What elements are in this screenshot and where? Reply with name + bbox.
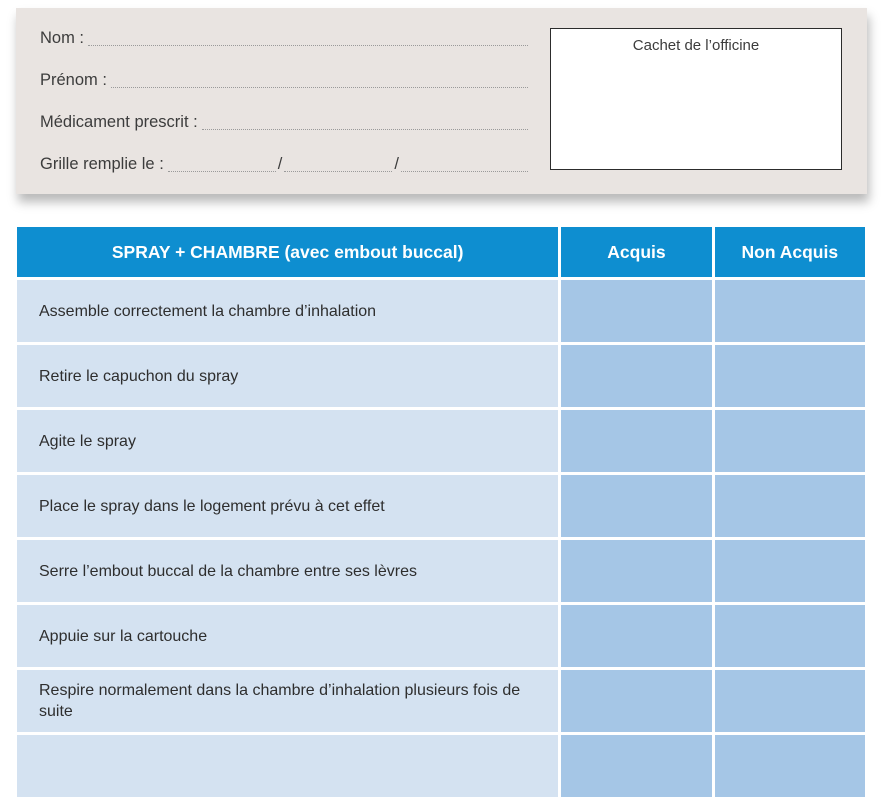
non-acquis-cell[interactable] bbox=[715, 410, 865, 472]
nom-dotted-line[interactable] bbox=[88, 45, 528, 46]
patient-info-card bbox=[16, 8, 867, 194]
table-row bbox=[17, 280, 865, 342]
date-month-line[interactable] bbox=[284, 171, 392, 172]
table-row bbox=[17, 540, 865, 602]
header-non-acquis: Non Acquis bbox=[715, 227, 865, 277]
acquis-cell[interactable] bbox=[561, 735, 711, 797]
table-row bbox=[17, 410, 865, 472]
step-label: Serre l’embout buccal de la chambre entre ses lèvres bbox=[17, 540, 558, 602]
non-acquis-cell[interactable] bbox=[715, 475, 865, 537]
step-label: Respire normalement dans la chambre d’inhalation plusieurs fois de suite bbox=[17, 670, 558, 732]
medicament-label: Médicament prescrit : bbox=[40, 113, 198, 131]
table-row bbox=[17, 345, 865, 407]
nom-field[interactable] bbox=[40, 28, 528, 50]
non-acquis-cell[interactable] bbox=[715, 540, 865, 602]
step-label: Retire le capuchon du spray bbox=[17, 345, 558, 407]
date-separator-1: / bbox=[277, 155, 283, 173]
prenom-label: Prénom : bbox=[40, 71, 107, 89]
header-acquis: Acquis bbox=[561, 227, 711, 277]
table-row bbox=[17, 735, 865, 797]
acquis-cell[interactable] bbox=[561, 345, 711, 407]
step-label: Appuie sur la cartouche bbox=[17, 605, 558, 667]
evaluation-grid bbox=[14, 224, 868, 800]
non-acquis-cell[interactable] bbox=[715, 735, 865, 797]
table-row bbox=[17, 670, 865, 732]
acquis-cell[interactable] bbox=[561, 410, 711, 472]
step-label: Agite le spray bbox=[17, 410, 558, 472]
non-acquis-cell[interactable] bbox=[715, 280, 865, 342]
acquis-cell[interactable] bbox=[561, 670, 711, 732]
date-label: Grille remplie le : bbox=[40, 155, 164, 173]
step-label: Assemble correctement la chambre d’inhalation bbox=[17, 280, 558, 342]
medicament-dotted-line[interactable] bbox=[202, 129, 528, 130]
table-row bbox=[17, 475, 865, 537]
acquis-cell[interactable] bbox=[561, 540, 711, 602]
non-acquis-cell[interactable] bbox=[715, 605, 865, 667]
pharmacy-stamp-box[interactable] bbox=[550, 28, 842, 170]
date-day-line[interactable] bbox=[168, 171, 276, 172]
acquis-cell[interactable] bbox=[561, 280, 711, 342]
medicament-field[interactable] bbox=[40, 112, 528, 134]
prenom-field[interactable] bbox=[40, 70, 528, 92]
acquis-cell[interactable] bbox=[561, 475, 711, 537]
step-label: Place le spray dans le logement prévu à cet effet bbox=[17, 475, 558, 537]
prenom-dotted-line[interactable] bbox=[111, 87, 528, 88]
date-field[interactable] bbox=[40, 154, 528, 176]
stamp-label: Cachet de l’officine bbox=[632, 37, 760, 54]
non-acquis-cell[interactable] bbox=[715, 670, 865, 732]
header-row bbox=[17, 227, 865, 277]
nom-label: Nom : bbox=[40, 29, 85, 47]
non-acquis-cell[interactable] bbox=[715, 345, 865, 407]
table-row bbox=[17, 605, 865, 667]
step-label-partial bbox=[17, 735, 558, 797]
date-separator-2: / bbox=[394, 155, 399, 173]
header-step: SPRAY + CHAMBRE (avec embout buccal) bbox=[17, 227, 558, 277]
acquis-cell[interactable] bbox=[561, 605, 711, 667]
date-year-line[interactable] bbox=[401, 171, 528, 172]
